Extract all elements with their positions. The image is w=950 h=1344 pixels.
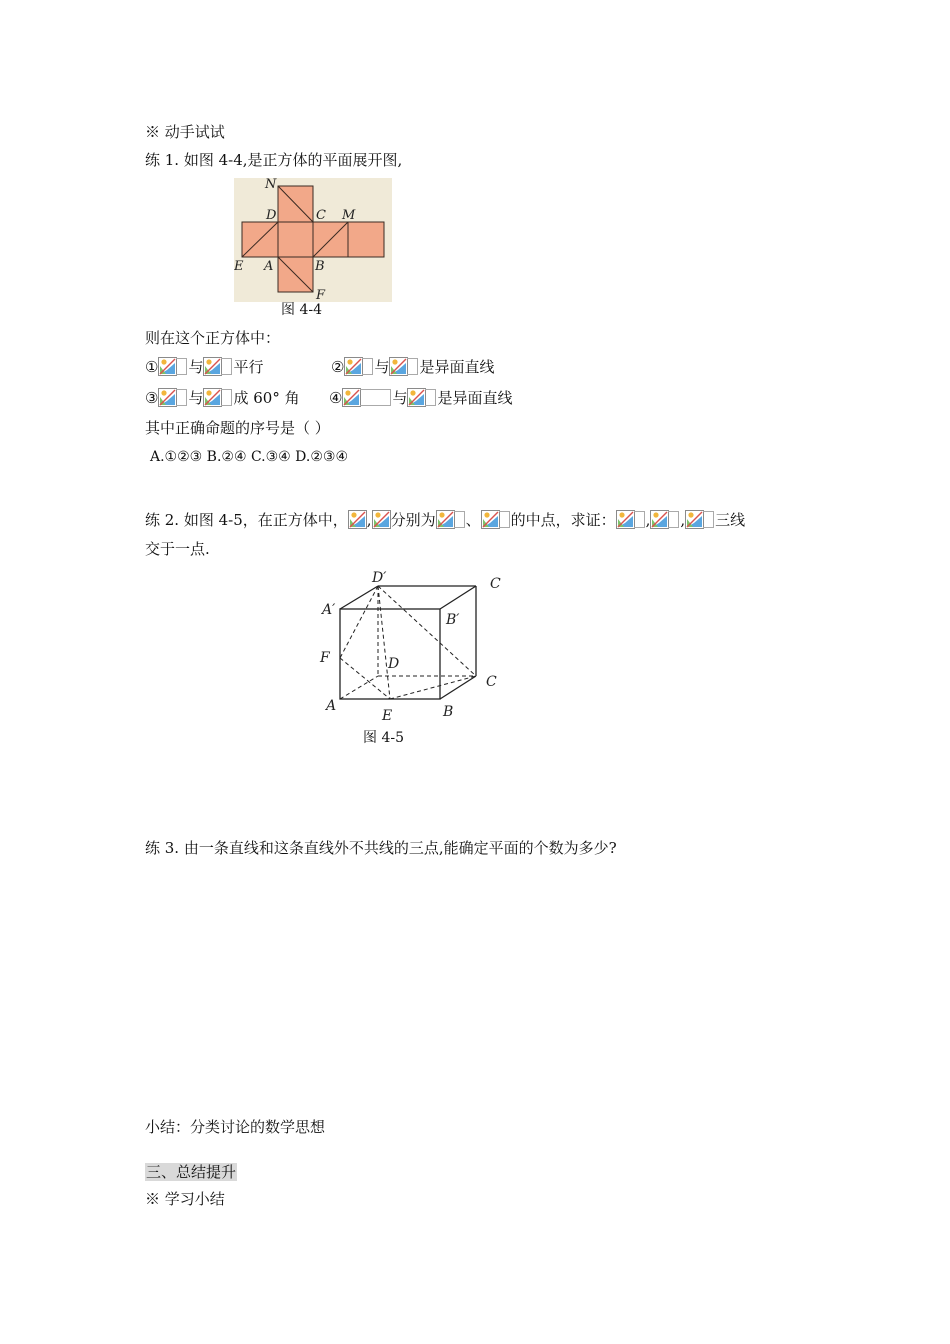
exercise-1-question: 其中正确命题的序号是（ ） (145, 419, 330, 437)
formula-image-icon (342, 388, 392, 407)
exercise-1-intro: 则在这个正方体中： (145, 329, 281, 347)
exercise-2-line2: 交于一点. (145, 540, 210, 558)
cube-label-b-prime: B′ (446, 612, 460, 628)
net-label-d: D (266, 208, 277, 223)
formula-image-icon (436, 510, 466, 529)
section-heading-try: ※ 动手试试 (145, 123, 225, 141)
study-summary-heading: ※ 学习小结 (145, 1190, 225, 1208)
figure-4-4-caption: 图 4-4 (281, 302, 322, 318)
cube-label-b: B (443, 704, 454, 720)
net-label-f: F (316, 288, 326, 302)
figure-4-5-cube (316, 568, 506, 732)
formula-image-icon (344, 357, 374, 376)
formula-image-icon (685, 510, 715, 529)
summary-text: 小结：分类讨论的数学思想 (145, 1118, 326, 1136)
figure-4-4-cube-net (234, 178, 392, 306)
formula-image-icon (203, 357, 233, 376)
net-label-e: E (234, 259, 244, 274)
formula-image-icon (407, 388, 437, 407)
net-label-a: A (264, 259, 274, 274)
cube-label-f: F (320, 650, 330, 666)
figure-4-5-caption: 图 4-5 (363, 730, 404, 746)
statement-4: ④ 与 是异面直线 (329, 389, 513, 407)
formula-image-icon (481, 510, 511, 529)
cube-label-a: A (326, 698, 337, 714)
net-label-m: M (342, 208, 356, 223)
exercise-1-text: 练 1. 如图 4-4,是正方体的平面展开图, (145, 151, 403, 169)
cube-label-d: D (388, 656, 400, 672)
statement-1: ① 与 平行 (145, 358, 264, 376)
exercise-2-text: 练 2. 如图 4-5，在正方体中， , 分别为 、 的中点，求证： , , 三线 (145, 511, 746, 529)
cube-label-c: C (486, 674, 497, 690)
exercise-1-options: A.①②③ B.②④ C.③④ D.②③④ (150, 449, 348, 465)
formula-image-icon (158, 388, 188, 407)
section-heading-summary: 三、总结提升 (146, 1163, 237, 1181)
formula-image-icon (650, 510, 680, 529)
cube-label-c-top: C (490, 576, 501, 592)
statement-2: ② 与 是异面直线 (331, 358, 495, 376)
formula-image-icon (203, 388, 233, 407)
net-label-n: N (265, 178, 277, 192)
statement-3: ③ 与 成 60° 角 (145, 389, 300, 407)
formula-image-icon (372, 510, 391, 529)
net-label-b: B (315, 259, 325, 274)
cube-label-d-prime: D′ (372, 570, 387, 586)
formula-image-icon (616, 510, 646, 529)
formula-image-icon (158, 357, 188, 376)
cube-label-e: E (382, 708, 393, 724)
formula-image-icon (348, 510, 367, 529)
cube-label-a-prime: A′ (322, 602, 336, 618)
net-label-c: C (316, 208, 326, 223)
exercise-3-text: 练 3. 由一条直线和这条直线外不共线的三点,能确定平面的个数为多少? (145, 839, 617, 857)
formula-image-icon (389, 357, 419, 376)
